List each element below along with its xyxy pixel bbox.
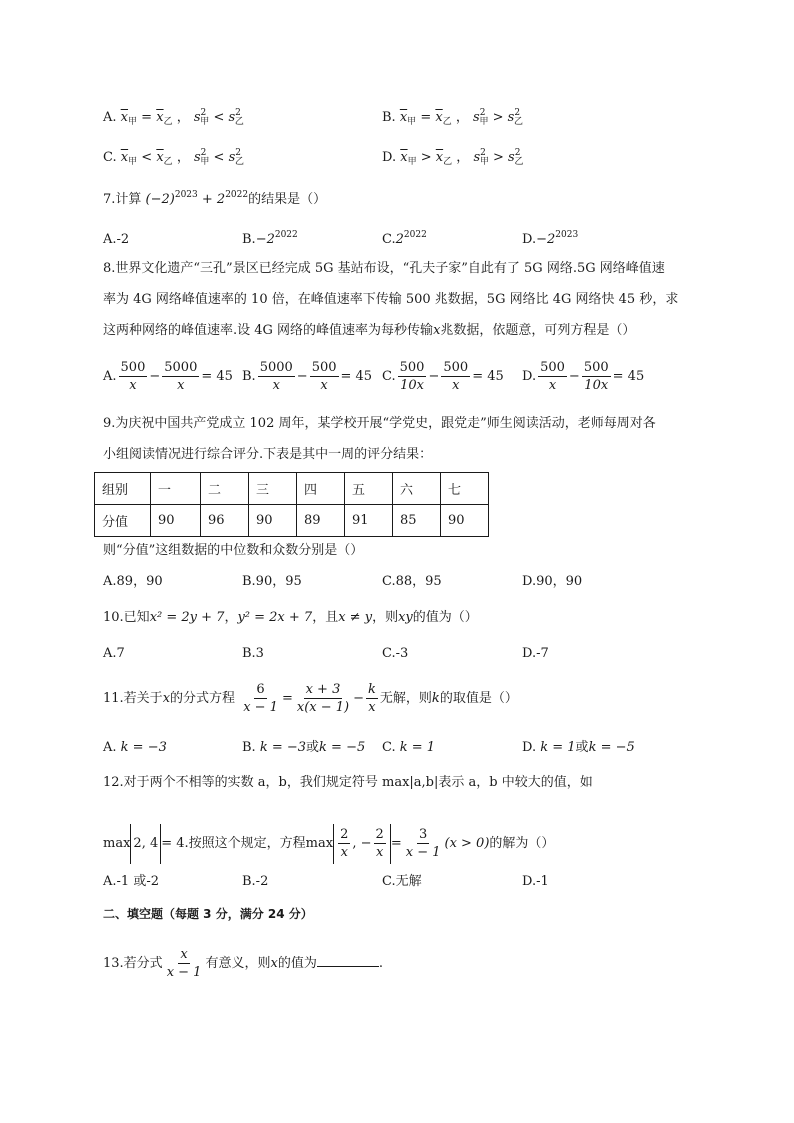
option-math: k = −3 <box>120 740 167 755</box>
option-label: C. <box>382 232 396 247</box>
numerator: x <box>180 947 188 962</box>
q9-option-c: C.88，95 <box>382 574 442 589</box>
comma-minus: , − <box>352 836 372 851</box>
denominator: x <box>340 845 348 860</box>
sq: 2 <box>235 108 241 118</box>
numerator: 3 <box>418 827 428 842</box>
subscript-jia: 甲 <box>407 117 417 127</box>
base: −2 <box>255 232 275 247</box>
x-bar: $\overline{x}$ <box>435 150 444 165</box>
fraction <box>165 946 204 981</box>
table-cell: 组别 <box>95 473 151 505</box>
comma: ， <box>455 110 469 125</box>
q9-score-table <box>94 472 489 537</box>
q10-option-b: B.3 <box>242 646 264 661</box>
x-bar: $\overline{x}$ <box>156 110 164 125</box>
subscript-yi: 乙 <box>514 117 524 127</box>
max-keyword: max <box>103 836 131 851</box>
numerator: 2 <box>340 827 349 842</box>
s: s <box>228 110 236 125</box>
option-math-2: k = −5 <box>319 740 366 755</box>
q12-option-b: B.-2 <box>242 874 269 889</box>
x-bar: $\overline{x}$ <box>120 150 129 165</box>
exp: 2022 <box>403 230 427 240</box>
q11-mid: 的分式方程 <box>170 691 236 706</box>
fraction <box>538 359 567 394</box>
q13-stem <box>103 944 383 984</box>
x-bar: $\overline{x}$ <box>399 110 408 125</box>
q12-post: 的解为（） <box>489 836 555 851</box>
sep: ，且 <box>312 610 339 625</box>
x-bar: $\overline{x}$ <box>400 150 408 165</box>
section-heading: 二、填空题（每题 3 分，满分 24 分） <box>103 907 313 921</box>
q11-option-b <box>242 737 365 759</box>
subscript-yi: 乙 <box>234 117 244 127</box>
minus: − <box>428 369 440 384</box>
q6-options-row-2 <box>103 147 723 169</box>
q7-suffix: 的结果是（） <box>248 192 327 207</box>
table-cell: 90 <box>151 505 201 537</box>
q8-option-a <box>103 357 233 397</box>
table-row <box>95 505 489 537</box>
q7-plus-two: + 2 <box>201 192 226 207</box>
x-bar: $\overline{x}$ <box>435 110 443 125</box>
x-bar: $\overline{x}$ <box>156 150 164 165</box>
product-xy: xy <box>398 610 413 625</box>
s: s <box>193 150 201 165</box>
subscript-yi: 乙 <box>443 157 453 167</box>
q12-mid: = 4.按照这个规定，方程 <box>161 836 306 851</box>
table-cell: 分值 <box>95 505 151 537</box>
fraction <box>310 359 339 394</box>
subscript-jia: 甲 <box>128 117 138 127</box>
table-cell: 七 <box>441 473 489 505</box>
option-label: C. <box>382 369 396 384</box>
q7-options <box>103 229 723 251</box>
option-label: D. <box>382 150 397 165</box>
table-row <box>95 473 489 505</box>
eq-sign: = <box>141 110 153 125</box>
table-cell: 六 <box>393 473 441 505</box>
q12-option-d: D.-1 <box>522 874 549 889</box>
q8-option-d <box>522 357 644 397</box>
comma: ， <box>456 150 470 165</box>
q11-option-d <box>522 737 635 759</box>
rhs: = 45 <box>340 369 373 384</box>
fraction <box>374 826 386 861</box>
minus: − <box>149 369 161 384</box>
option-label: D. <box>522 232 537 247</box>
q10-options <box>103 643 723 665</box>
option-label: B. <box>382 110 396 125</box>
q10-option-a: A.7 <box>103 646 125 661</box>
denominator: x − 1 <box>243 700 278 715</box>
option-or: 或 <box>575 740 589 755</box>
denominator: x <box>129 378 137 393</box>
max-keyword: max <box>305 836 334 851</box>
table-cell: 90 <box>441 505 489 537</box>
table-cell: 五 <box>345 473 393 505</box>
q12-option-a: A.-1 或-2 <box>103 874 159 889</box>
subscript-jia: 甲 <box>200 157 210 167</box>
var-k: k <box>431 691 440 706</box>
q8-option-b <box>242 357 372 397</box>
numerator: 6 <box>256 682 265 697</box>
gt-sign: > <box>492 110 504 125</box>
q12-options <box>103 871 723 893</box>
max-args: 2, 4 <box>130 824 161 864</box>
q7-option-c <box>382 229 427 252</box>
q8-option-c <box>382 357 504 397</box>
comma: ， <box>176 110 190 125</box>
fraction <box>404 826 443 861</box>
table-cell: 四 <box>297 473 345 505</box>
q11-option-a <box>103 737 167 759</box>
gt-sign: > <box>493 150 504 165</box>
s: s <box>473 150 481 165</box>
numerator: 500 <box>120 360 146 375</box>
sep: ， <box>224 610 238 625</box>
sq: 2 <box>235 148 241 158</box>
denominator: x − 1 <box>405 845 441 860</box>
base: 2 <box>395 232 404 247</box>
q9-options <box>103 571 723 593</box>
denominator: 10x <box>400 378 424 393</box>
q9-option-b: B.90，95 <box>242 574 302 589</box>
table-cell: 96 <box>201 505 249 537</box>
q11-post2: 的取值是（） <box>439 691 518 706</box>
denominator: x <box>368 700 376 715</box>
fraction <box>441 359 470 394</box>
numerator: 500 <box>583 360 609 375</box>
denominator: 10x <box>584 378 609 393</box>
q9-line-1: 9.为庆祝中国共产党成立 102 周年，某学校开展“学党史，跟党走”师生阅读活动，老师每周对各 <box>103 416 656 431</box>
answer-blank[interactable] <box>317 952 379 967</box>
s: s <box>228 150 236 165</box>
q8-line-2: 率为 4G 网络峰值速率的 10 倍，在峰值速率下传输 500 兆数据，5G 网络比 4G 网络快 45 秒，求 <box>103 292 679 307</box>
sq: 2 <box>200 148 207 158</box>
numerator: 500 <box>399 360 425 375</box>
denominator: x <box>177 378 185 393</box>
q11-post1: 无解，则 <box>379 691 432 706</box>
table-cell: 85 <box>393 505 441 537</box>
subscript-yi: 乙 <box>514 157 524 167</box>
subscript-yi: 乙 <box>163 117 173 127</box>
comma: ， <box>176 150 190 165</box>
eq-sign: = <box>420 110 432 125</box>
minus: − <box>296 369 308 384</box>
numerator: 500 <box>443 360 469 375</box>
fraction <box>162 359 199 394</box>
equation-2: y² = 2x + 7 <box>237 610 313 625</box>
q11-pre: 11.若关于 <box>103 691 163 706</box>
numerator: k <box>368 682 376 697</box>
q6-option-a <box>103 107 244 130</box>
subscript-yi: 乙 <box>163 157 173 167</box>
subscript-jia: 甲 <box>479 117 489 127</box>
q7-stem <box>103 190 326 211</box>
denominator: x <box>376 845 384 860</box>
rhs: = 45 <box>472 369 504 384</box>
q10-option-c: C.-3 <box>382 646 409 661</box>
s: s <box>507 110 515 125</box>
period: . <box>378 956 383 971</box>
fraction <box>295 681 351 716</box>
subscript-yi: 乙 <box>234 157 244 167</box>
q6-options-row-1 <box>103 107 723 129</box>
lt-sign: < <box>213 110 225 125</box>
eq-sign: = <box>390 836 402 851</box>
q6-option-b <box>382 107 523 130</box>
q6-option-c <box>103 147 244 170</box>
sq: 2 <box>514 148 521 158</box>
q8-line3-pre: 这两种网络的峰值速率.设 4G 网络的峰值速率为每秒传输 <box>103 323 434 338</box>
q11-stem <box>103 679 518 719</box>
denominator: x <box>452 378 460 393</box>
var-x: x <box>433 323 441 338</box>
q10-option-d: D.-7 <box>522 646 549 661</box>
q13-mid: 有意义，则 <box>205 956 271 971</box>
fraction <box>366 681 378 716</box>
option-math: k = −3 <box>259 740 307 755</box>
denominator: x <box>320 378 328 393</box>
eq-sign: = <box>281 691 293 706</box>
fraction <box>119 359 148 394</box>
subscript-jia: 甲 <box>200 117 210 127</box>
fraction <box>398 359 427 394</box>
q7-base: (−2) <box>145 192 175 207</box>
exp: 2023 <box>555 230 579 240</box>
fraction <box>582 359 611 394</box>
option-label: D. <box>522 740 537 755</box>
option-label: C. <box>382 740 396 755</box>
max-args-fractions <box>333 824 391 864</box>
q10-pre: 10.已知 <box>103 610 150 625</box>
q13-post: 的值为 <box>277 956 317 971</box>
option-label: B. <box>242 232 256 247</box>
q7-exp1: 2023 <box>174 190 198 200</box>
numerator: 500 <box>540 360 565 375</box>
q7-exp2: 2022 <box>225 190 249 200</box>
option-math-2: k = −5 <box>588 740 635 755</box>
q7-option-b <box>242 229 298 252</box>
denominator: x − 1 <box>166 965 202 980</box>
option-label: A. <box>103 369 117 384</box>
x-bar: $\overline{x}$ <box>120 110 129 125</box>
exp: 2022 <box>274 230 298 240</box>
table-cell: 90 <box>249 505 297 537</box>
numerator: 5000 <box>259 360 293 375</box>
option-label: B. <box>242 369 256 384</box>
minus: − <box>568 369 580 384</box>
rhs: = 45 <box>201 369 233 384</box>
q9-question: 则“分值”这组数据的中位数和众数分别是（） <box>103 543 364 558</box>
sq: 2 <box>479 108 486 118</box>
sq: 2 <box>200 108 207 118</box>
sq: 2 <box>480 148 486 158</box>
numerator: 5000 <box>164 360 198 375</box>
sq: 2 <box>514 108 521 118</box>
lt-sign: < <box>213 150 225 165</box>
q8-line-3 <box>103 321 635 341</box>
subscript-jia: 甲 <box>407 157 417 167</box>
q9-line-2: 小组阅读情况进行综合评分.下表是其中一周的评分结果： <box>103 447 433 462</box>
table-cell: 91 <box>345 505 393 537</box>
condition: (x > 0) <box>444 836 490 851</box>
fraction <box>241 681 280 716</box>
q8-line3-post: 兆数据，依题意，可列方程是（） <box>440 323 636 338</box>
numerator: 2 <box>375 827 384 842</box>
q11-option-c <box>382 737 435 759</box>
s: s <box>508 150 515 165</box>
q9-option-a: A.89，90 <box>103 574 163 589</box>
s: s <box>193 110 201 125</box>
q7-option-a: A.-2 <box>103 232 130 247</box>
option-label: A. <box>103 740 117 755</box>
base: −2 <box>536 232 556 247</box>
fraction <box>258 359 295 394</box>
option-label: C. <box>103 150 117 165</box>
fraction <box>338 826 350 861</box>
q13-pre: 13.若分式 <box>103 956 163 971</box>
option-label: D. <box>522 369 537 384</box>
q8-options <box>103 357 723 397</box>
denominator: x <box>548 378 557 393</box>
denominator: x <box>272 378 280 393</box>
subscript-jia: 甲 <box>479 157 489 167</box>
gt-sign: > <box>420 150 432 165</box>
q10-stem <box>103 608 478 628</box>
var-x: x <box>270 956 278 971</box>
option-or: 或 <box>306 740 320 755</box>
q7-option-d <box>522 229 578 252</box>
table-cell: 二 <box>201 473 249 505</box>
option-label: A. <box>103 110 117 125</box>
lt-sign: < <box>141 150 153 165</box>
q10-post: 的值为（） <box>412 610 478 625</box>
table-cell: 89 <box>297 505 345 537</box>
numerator: 500 <box>311 360 337 375</box>
numerator: x + 3 <box>305 682 341 697</box>
denominator: x(x − 1) <box>296 700 350 715</box>
q9-option-d: D.90，90 <box>522 574 583 589</box>
subscript-yi: 乙 <box>442 117 452 127</box>
subscript-jia: 甲 <box>128 157 138 167</box>
q7-prefix: 7.计算 <box>103 192 142 207</box>
rhs: = 45 <box>612 369 645 384</box>
option-label: B. <box>242 740 256 755</box>
minus: − <box>353 691 365 706</box>
q12-line-1: 12.对于两个不相等的实数 a，b，我们规定符号 max|a,b|表示 a，b 中较大的值，如 <box>103 775 593 790</box>
var-x: x <box>162 691 171 706</box>
q8-line-1: 8.世界文化遗产“三孔”景区已经完成 5G 基站布设，“孔夫子家”自此有了 5G 网络.5G 网络峰值速 <box>103 261 665 276</box>
q6-option-d <box>382 147 523 170</box>
sep: ，则 <box>372 610 399 625</box>
option-math: k = 1 <box>540 740 576 755</box>
s: s <box>473 110 480 125</box>
condition: x ≠ y <box>338 610 373 625</box>
table-cell: 一 <box>151 473 201 505</box>
q12-option-c: C.无解 <box>382 874 422 889</box>
option-math: k = 1 <box>399 740 436 755</box>
equation-1: x² = 2y + 7 <box>149 610 225 625</box>
table-cell: 三 <box>249 473 297 505</box>
q11-options <box>103 737 723 759</box>
q12-line-2 <box>103 824 554 864</box>
